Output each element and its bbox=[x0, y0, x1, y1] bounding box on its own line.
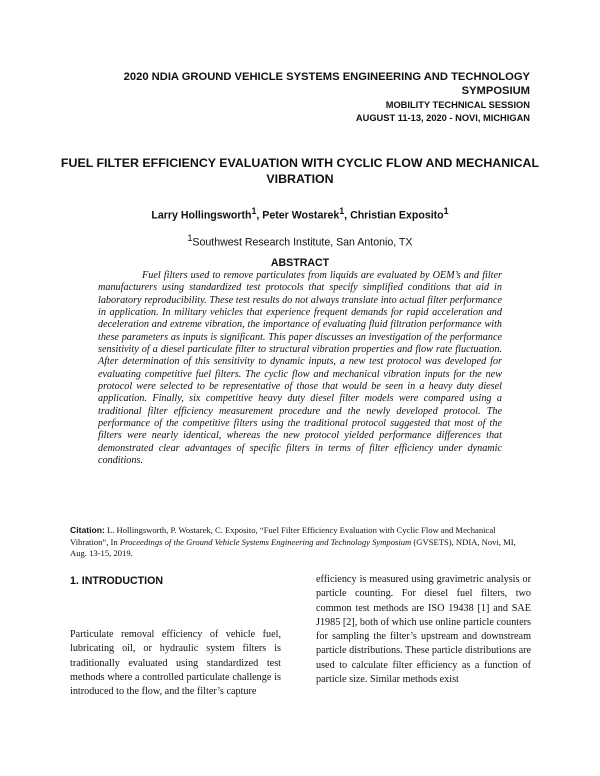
citation-text-end: (GVSETS), NDIA, Novi, MI, Aug. 13-15, 2019. bbox=[70, 536, 516, 558]
citation-text: L. Hollingsworth, P. Wostarek, C. Exposito, “Fuel Filter Efficiency Evaluation with Cyclic Flow and Mechanical Vibration”, In bbox=[70, 525, 496, 547]
intro-paragraph-right: efficiency is measured using gravimetric analysis or particle counting. For diesel fuel filters, two common test methods are ISO 19438 [1] and SAE J1985 [2], both of which use online particle counters for sampling the filter’s upstream and downstream particle distributions. These particle distributions are used to calculate filter efficiency as a function of particle size. Similar methods exist bbox=[316, 574, 531, 686]
intro-paragraph-left: Particulate removal efficiency of vehicle fuel, lubricating oil, or hydraulic system filters is traditionally evaluated using standardized test methods where a controlled particulate challenge is introduced to the flow, and the filter’s capture bbox=[70, 629, 281, 698]
citation-label: Citation: bbox=[70, 525, 105, 535]
conference-date-location: AUGUST 11-13, 2020 - NOVI, MICHIGAN bbox=[355, 113, 530, 123]
author-name: Larry Hollingsworth bbox=[151, 209, 252, 222]
affiliation bbox=[60, 233, 540, 249]
section-heading-introduction: 1. INTRODUCTION bbox=[70, 575, 163, 587]
author-superscript: 1 bbox=[443, 206, 449, 216]
author-superscript: 1 bbox=[251, 206, 257, 216]
author-name: Christian Exposito bbox=[350, 209, 444, 222]
author-separator: , bbox=[344, 209, 351, 222]
abstract-body: Fuel filters used to remove particulates from liquids are evaluated by OEM’s and filter manufacturers using standardized test protocols that specify simplified conditions that aid in laboratory reproducibility. These test results do not always translate into actual filter performance in application. In military vehicles that experience frequent demands for rapid acceleration and deceleration and extreme vibration, the importance of evaluating fluid filtration performance with these parameters as inputs is significant. This paper discusses an investigation of the performance sensitivity of a diesel particulate filter to structural vibration properties and flow rate fluctuation. After determination of this sensitivity to dynamic inputs, a new test protocol was developed for evaluating competitive fuel filters. The cyclic flow and mechanical vibration inputs for the new protocol were selected to be representative of those that would be seen in a heavy duty diesel application. Finally, six competitive heavy duty diesel filter models were compared using a traditional filter efficiency measurement procedure and the newly developed protocol. The performance of the competitive filters using the traditional protocol suggested that most of the filters were nearly identical, whereas the new protocol yielded performance differences that demonstrated clear advantages of specific filters in terms of filter efficiency under dynamic conditions. bbox=[98, 270, 502, 467]
citation-proceedings: Proceedings of the Ground Vehicle Systems Engineering and Technology Symposium bbox=[119, 536, 412, 547]
affiliation-superscript: 1 bbox=[187, 233, 193, 243]
session-name: MOBILITY TECHNICAL SESSION bbox=[385, 100, 530, 110]
conference-title: 2020 NDIA GROUND VEHICLE SYSTEMS ENGINEERING AND TECHNOLOGY SYMPOSIUM bbox=[123, 71, 530, 97]
author-list bbox=[60, 206, 540, 222]
author-name: Peter Wostarek bbox=[262, 209, 340, 222]
abstract-heading: ABSTRACT bbox=[270, 257, 330, 269]
paper-title: FUEL FILTER EFFICIENCY EVALUATION WITH CYCLIC FLOW AND MECHANICAL VIBRATION bbox=[60, 156, 540, 186]
citation bbox=[70, 525, 531, 560]
author-superscript: 1 bbox=[339, 206, 345, 216]
affiliation-text: Southwest Research Institute, San Antonio, TX bbox=[192, 236, 413, 249]
author-separator: , bbox=[256, 209, 263, 222]
